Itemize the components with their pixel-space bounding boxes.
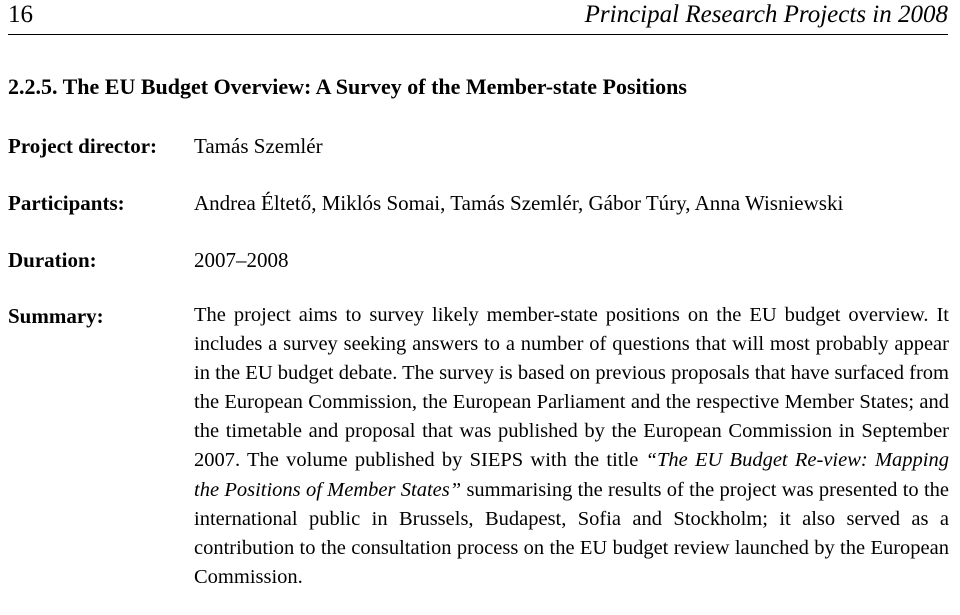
director-value: Tamás Szemlér: [194, 134, 323, 158]
summary-part-2: summarising the results of the project was presented to the international public in Brussels, Budapest, Sofia and Stockholm; it also served as a contribution to the consultation process on the EU budget review launched by the European Commission.: [194, 478, 950, 588]
participants-label: Participants:: [8, 191, 125, 215]
duration-value: 2007–2008: [194, 248, 289, 272]
summary-label: Summary:: [8, 304, 104, 328]
duration-label: Duration:: [8, 248, 97, 272]
section-heading: 2.2.5. The EU Budget Overview: A Survey of the Member-state Positions: [8, 74, 687, 99]
summary-publication-title: “The EU Budget Re-view: Mapping the Positions of Member States”: [194, 449, 949, 501]
summary-text: [194, 301, 949, 592]
summary-part-1: The project aims to survey likely member-state positions on the EU budget overview. It includes a survey seeking answers to a number of questions that will most probably appear in the EU budget debate. The survey is based on previous proposals that have surfaced from the European Commission, the European Parliament and the respective Member States; and the timetable and proposal that was published by the European Commission in September 2007. The volume published by SIEPS with the title: [194, 304, 949, 472]
participants-value: Andrea Éltető, Miklós Somai, Tamás Szemlér, Gábor Túry, Anna Wisniewski: [194, 191, 844, 215]
page-number: 16: [8, 1, 33, 28]
header-rule: [8, 34, 948, 35]
running-header: Principal Research Projects in 2008: [584, 1, 948, 28]
director-label: Project director:: [8, 134, 158, 158]
